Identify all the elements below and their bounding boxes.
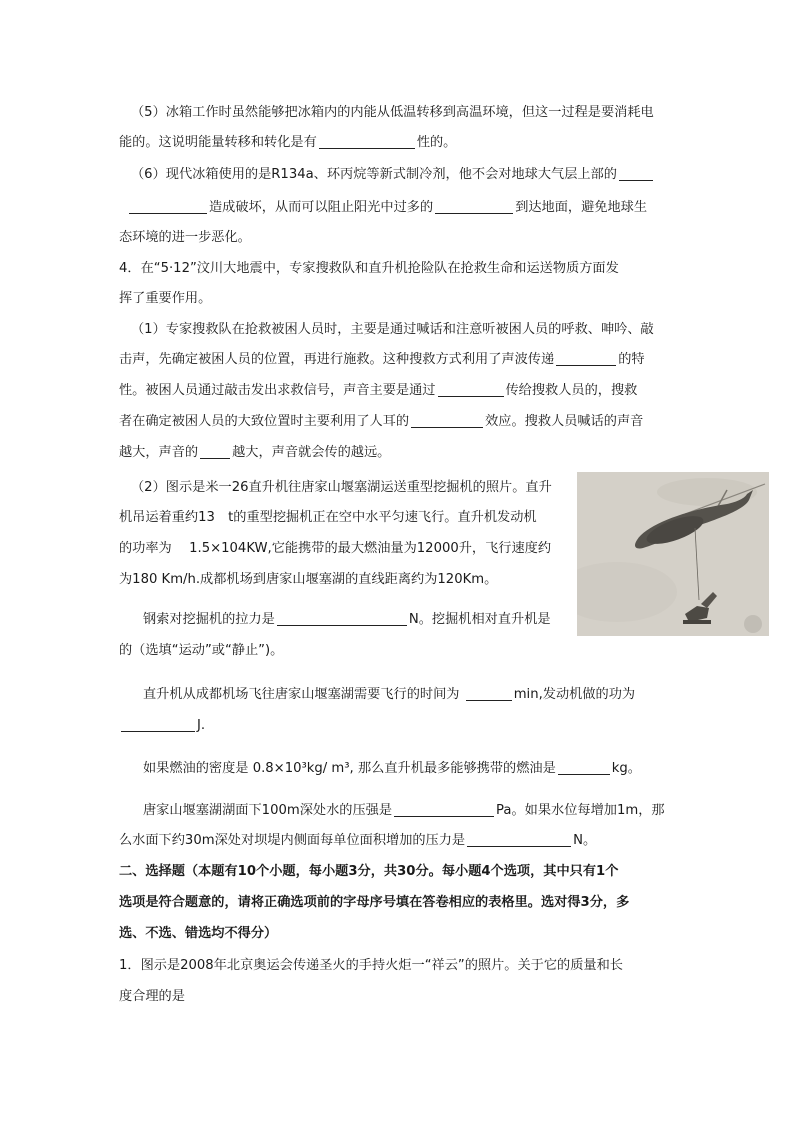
q4-line-2: 挥了重要作用。 [119, 291, 212, 306]
answer-blank[interactable] [200, 444, 230, 459]
q6-line-2: 造成破坏，从而可以阻止阳光中过多的 到达地面，避免地球生 [127, 199, 647, 217]
section-2-heading-line-3: 选、不选、错选均不得分） [119, 926, 278, 941]
section-2-heading-line-1: 二、选择题（本题有10个小题，每小题3分，共30分。每小题4个选项，其中只有1个 [119, 864, 619, 879]
q4-part1-line-4: 者在确定被困人员的大致位置时主要利用了人耳的 效应。搜救人员喊话的声音 [119, 414, 644, 429]
answer-blank[interactable] [466, 686, 512, 701]
mc1-line-1: 1．图示是2008年北京奥运会传递圣火的手持火炬一“祥云”的照片。关于它的质量和长 [119, 958, 623, 973]
helicopter-photo [577, 472, 769, 636]
q4-part2-line-4: 为180 Km/h.成都机场到唐家山堰塞湖的直线距离约为120Km。 [119, 572, 498, 587]
q4-line-1: 4．在“5·12”汶川大地震中，专家搜救队和直升机抢险队在抢救生命和运送物质方面发 [119, 261, 619, 276]
q4-part1-line-3: 性。被困人员通过敲击发出求救信号，声音主要是通过 传给搜救人员的，搜救 [119, 383, 638, 398]
answer-blank[interactable] [558, 760, 610, 775]
q4-part2-line-3: 的功率为 1.5×104KW,它能携带的最大燃油量为12000升，飞行速度约 [119, 541, 552, 556]
q4-sub1-line-1: 钢索对挖掘机的拉力是 N。挖掘机相对直升机是 [143, 612, 551, 627]
q4-sub2-line-1: 直升机从成都机场飞往唐家山堰塞湖需要飞行的时间为 min,发动机做的功为 [143, 687, 636, 702]
q5-line-2: 能的。这说明能量转移和转化是有 性的。 [119, 135, 457, 150]
answer-blank[interactable] [435, 199, 513, 214]
answer-blank[interactable] [394, 802, 494, 817]
q4-part1-line-2: 击声，先确定被困人员的位置，再进行施救。这种搜救方式利用了声波传递 的特 [119, 352, 645, 367]
answer-blank[interactable] [619, 166, 653, 181]
mc1-line-2: 度合理的是 [119, 989, 185, 1004]
q4-sub2-line-2: J. [119, 717, 205, 735]
section-2-heading-line-2: 选项是符合题意的，请将正确选项前的字母序号填在答卷相应的表格里。选对得3分，多 [119, 895, 630, 910]
q4-part2-line-1: （2）图示是米一26直升机往唐家山堰塞湖运送重型挖掘机的照片。直升 [131, 480, 552, 495]
answer-blank[interactable] [411, 413, 483, 428]
answer-blank[interactable] [129, 199, 207, 214]
q6-line-3: 态环境的进一步恶化。 [119, 230, 251, 245]
answer-blank[interactable] [277, 611, 407, 626]
answer-blank[interactable] [319, 134, 415, 149]
q4-sub3-line: 如果燃油的密度是 0.8×10³kg/ m³, 那么直升机最多能够携带的燃油是 kg。 [143, 761, 641, 776]
q6-line-1: （6）现代冰箱使用的是R134a、环丙烷等新式制冷剂，他不会对地球大气层上部的 [131, 166, 655, 184]
q4-sub4-line-1: 唐家山堰塞湖湖面下100m深处水的压强是 Pa。如果水位每增加1m，那 [143, 803, 665, 818]
q4-part2-line-2: 机吊运着重约13 t的重型挖掘机正在空中水平匀速飞行。直升机发动机 [119, 510, 537, 525]
q5-line-1: （5）冰箱工作时虽然能够把冰箱内的内能从低温转移到高温环境，但这一过程是要消耗电 [131, 105, 654, 120]
q4-part1-line-5: 越大，声音的 越大，声音就会传的越远。 [119, 445, 391, 460]
answer-blank[interactable] [121, 717, 195, 732]
answer-blank[interactable] [556, 351, 616, 366]
q4-part1-line-1: （1）专家搜救队在抢救被困人员时，主要是通过喊话和注意听被困人员的呼救、呻吟、敲 [131, 322, 654, 337]
q4-sub1-line-2: 的（选填“运动”或“静止”)。 [119, 643, 284, 658]
answer-blank[interactable] [438, 382, 504, 397]
q4-sub4-line-2: 么水面下约30m深处对坝堤内侧面每单位面积增加的压力是 N。 [119, 833, 597, 848]
answer-blank[interactable] [467, 832, 571, 847]
